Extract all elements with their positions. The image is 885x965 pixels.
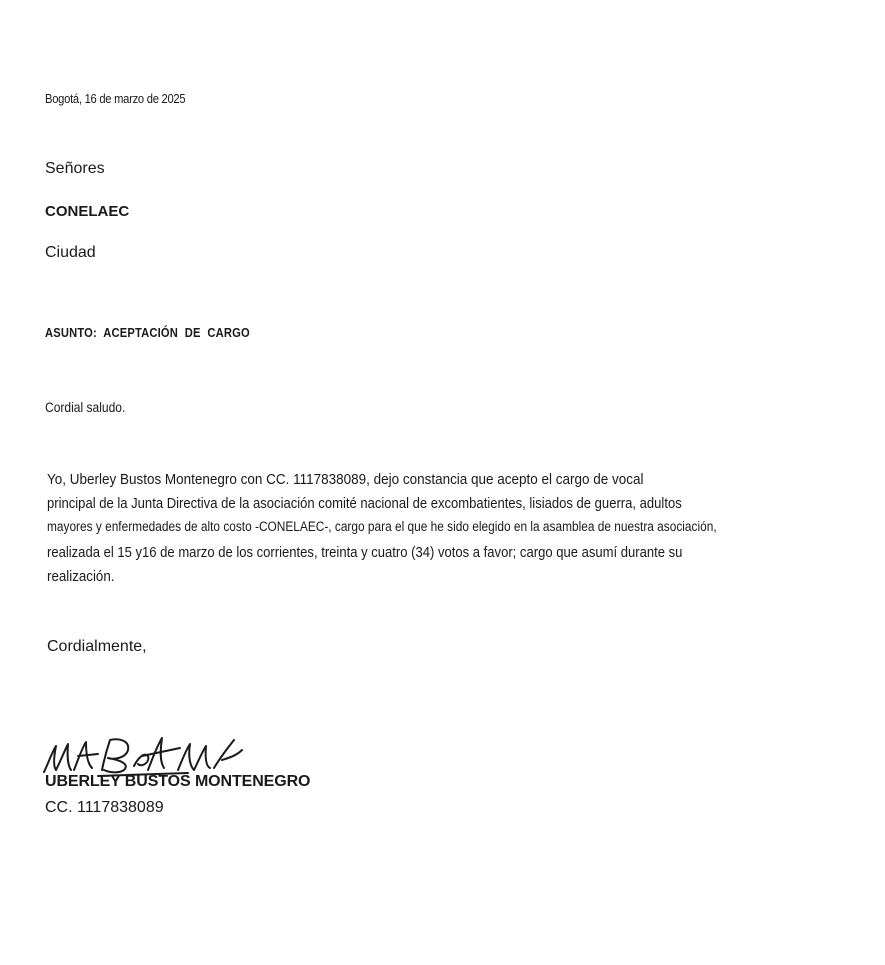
recipient-salutation: Señores [45, 160, 105, 177]
body-line: realizada el 15 y16 de marzo de los corrientes, treinta y cuatro (34) votos a favor; cargo que asumí durante su [47, 545, 683, 561]
body-line: Yo, Uberley Bustos Montenegro con CC. 1117838089, dejo constancia que acepto el cargo de vocal [47, 472, 644, 488]
body-line: principal de la Junta Directiva de la asociación comité nacional de excombatientes, lisiados de guerra, adultos [47, 496, 682, 512]
signer-name: UBERLEY BUSTOS MONTENEGRO [45, 773, 311, 790]
recipient-organization: CONELAEC [45, 203, 130, 220]
signer-id: CC. 1117838089 [45, 799, 164, 816]
letter-subject: ASUNTO: ACEPTACIÓN DE CARGO [45, 325, 250, 340]
letter-date: Bogotá, 16 de marzo de 2025 [45, 91, 186, 106]
recipient-city: Ciudad [45, 244, 96, 261]
letter-greeting: Cordial saludo. [45, 399, 126, 415]
body-line: mayores y enfermedades de alto costo -CONELAEC-, cargo para el que he sido elegido en la asamblea de nuestra asociación, [47, 519, 717, 534]
body-line: realización. [47, 569, 115, 585]
letter-closing: Cordialmente, [47, 638, 147, 655]
